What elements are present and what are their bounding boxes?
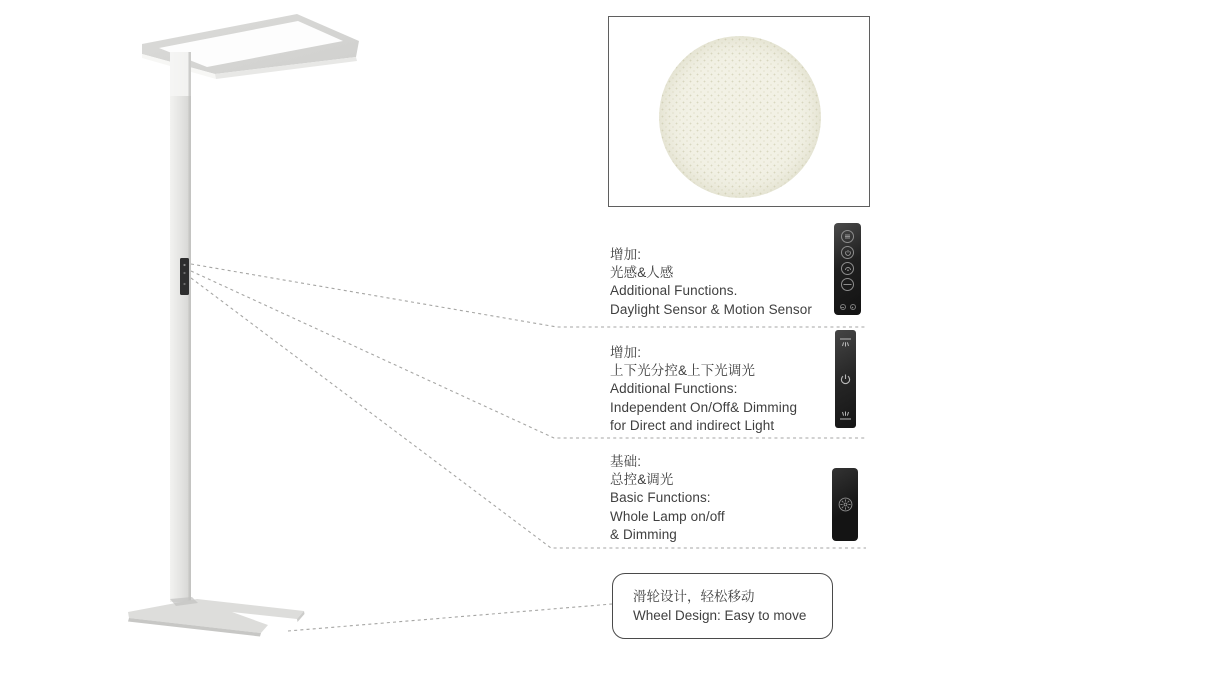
small-left-dot-icon: [840, 304, 846, 310]
head-underside-edge: [215, 57, 357, 79]
callout-line-en: for Direct and indirect Light: [610, 417, 775, 433]
callout-daylight-motion-sensor: [610, 246, 812, 319]
callout-line-en: Basic Functions:: [610, 490, 711, 506]
uplight-icon: [839, 337, 852, 348]
basic-remote-panel: [832, 468, 858, 541]
lamp-wheel-base: [128, 597, 305, 637]
diffuser-closeup-box: [608, 16, 870, 207]
display-button-icon: [841, 230, 854, 243]
head-light-panel: [159, 21, 343, 67]
pole-top-section: [170, 52, 191, 96]
callout-line-en: & Dimming: [610, 526, 677, 542]
diffuser-texture-circle: [659, 36, 821, 198]
base-right-thickness: [297, 611, 305, 622]
callout-independent-updown-control: [610, 344, 797, 435]
power-button-icon: [841, 246, 854, 259]
base-plate: [128, 599, 304, 633]
wheel-callout-line-en: Wheel Design: Easy to move: [633, 608, 807, 623]
pole-base-joint-shadow: [170, 597, 198, 606]
updown-light-remote-panel: [835, 330, 856, 428]
callout-line-en: Independent On/Off& Dimming: [610, 399, 798, 415]
sensor-remote-panel: [834, 223, 861, 315]
callout-line-zh: 总控&调光: [610, 472, 674, 488]
sensor-dot-icon: [183, 283, 185, 285]
power-icon: [839, 373, 852, 386]
sensor-button-icon: [841, 262, 854, 275]
sensor-strip: [180, 258, 189, 295]
sensor-dot-icon: [183, 272, 185, 274]
callout-line-en: Daylight Sensor & Motion Sensor: [610, 301, 812, 317]
callout-line-en: Whole Lamp on/off: [610, 508, 725, 524]
remote-bottom-row: [840, 304, 856, 310]
head-frame: [142, 14, 359, 74]
callout-line-zh: 上下光分控&上下光调光: [610, 363, 756, 379]
pole-right-shade: [189, 52, 192, 602]
dimmer-dial-button-icon: [841, 278, 854, 291]
callout-line-zh: 增加:: [610, 345, 642, 360]
pole-body: [170, 52, 191, 602]
callout-line-zh: 基础:: [610, 454, 642, 469]
callout-line-zh: 光感&人感: [610, 265, 674, 281]
dimmer-wheel-icon: [837, 496, 854, 513]
small-right-dot-icon: [850, 304, 856, 310]
head-front-edge: [142, 54, 216, 79]
callout-line-en: Additional Functions:: [610, 381, 738, 397]
lamp-pole: [170, 52, 191, 602]
wheel-design-callout-box: [612, 573, 833, 639]
callout-line-en: Additional Functions.: [610, 283, 738, 299]
downlight-icon: [839, 410, 852, 421]
connector-line-wheel-callout: [288, 604, 612, 631]
callout-basic-whole-lamp-control: [610, 453, 725, 544]
sensor-dot-icon: [183, 264, 185, 266]
pole-control-sensor-panel: [180, 258, 189, 295]
callout-line-zh: 增加:: [610, 247, 642, 262]
wheel-callout-line-zh: 滑轮设计，轻松移动: [633, 589, 755, 604]
base-front-thickness: [128, 618, 261, 637]
lamp-panel-head: [142, 14, 359, 79]
